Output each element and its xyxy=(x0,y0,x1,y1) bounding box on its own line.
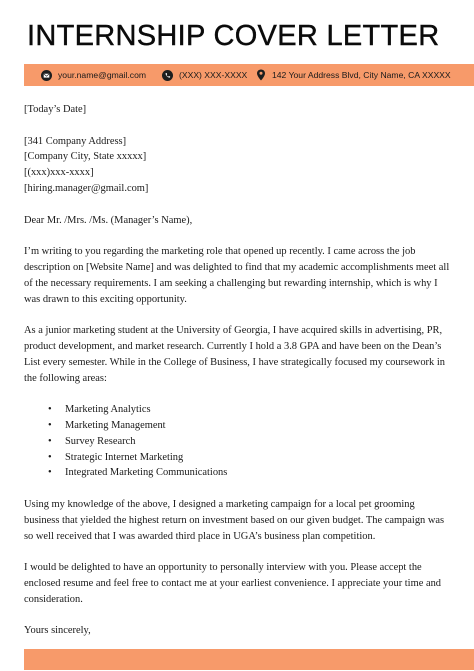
paragraph-campaign: Using my knowledge of the above, I designed a marketing campaign for a local pet grooming business that yielded the highest return on investment based on our given budget. The campaign was so well received that I was awarded third place in UGA’s business plan competition. xyxy=(24,498,445,542)
list-item: • Strategic Internet Marketing xyxy=(48,450,452,466)
contact-email[interactable] xyxy=(41,64,146,86)
contact-bar xyxy=(24,64,474,86)
contact-address xyxy=(255,64,451,86)
letter-body xyxy=(24,102,452,671)
email-icon xyxy=(41,70,52,81)
location-pin-icon xyxy=(255,70,266,81)
list-item: • Marketing Management xyxy=(48,418,452,434)
phone-text: (XXX) XXX-XXXX xyxy=(179,70,248,80)
phone-icon xyxy=(162,70,173,81)
recipient-address-line: [341 Company Address] xyxy=(24,135,127,147)
salutation: Dear Mr. /Mrs. /Ms. (Manager’s Name), xyxy=(24,214,193,226)
paragraph-intro: I’m writing to you regarding the marketing role that opened up recently. I came across the job description on [Website Name] and was delighted to find that my academic accomplishments meet all of the necessary requirements. I am seeking a challenging but rewarding internship, which is why I was drawn to this exciting opportunity. xyxy=(24,246,450,305)
closing: Yours sincerely, xyxy=(24,625,91,637)
page-title: INTERNSHIP COVER LETTER xyxy=(27,20,440,52)
list-item: • Survey Research xyxy=(48,434,452,450)
contact-phone[interactable] xyxy=(162,64,247,86)
email-text: your.name@gmail.com xyxy=(58,70,147,80)
address-text: 142 Your Address Blvd, City Name, CA XXXXX xyxy=(272,70,451,80)
footer-bar xyxy=(24,649,474,670)
recipient-city-line: [Company City, State xxxxx] xyxy=(24,151,147,163)
recipient-phone-line: [(xxx)xxx-xxxx] xyxy=(24,167,94,179)
recipient-email-line: [hiring.manager@gmail.com] xyxy=(24,182,149,194)
letter-date: [Today’s Date] xyxy=(24,104,87,115)
list-item: • Integrated Marketing Communications xyxy=(48,465,452,481)
paragraph-skills: As a junior marketing student at the University of Georgia, I have acquired skills in advertising, PR, product development, and market research. Currently I hold a 3.8 GPA and have been on the Dean’s List every semester. While in the College of Business, I have strategically focused my coursework in the following areas: xyxy=(24,325,445,384)
skills-list xyxy=(24,402,452,481)
paragraph-closing: I would be delighted to have an opportunity to personally interview with you. Please accept the enclosed resume and feel free to contact me at your earliest convenience. I appreciate your time and consideration. xyxy=(24,562,442,605)
list-item: • Marketing Analytics xyxy=(48,402,452,418)
